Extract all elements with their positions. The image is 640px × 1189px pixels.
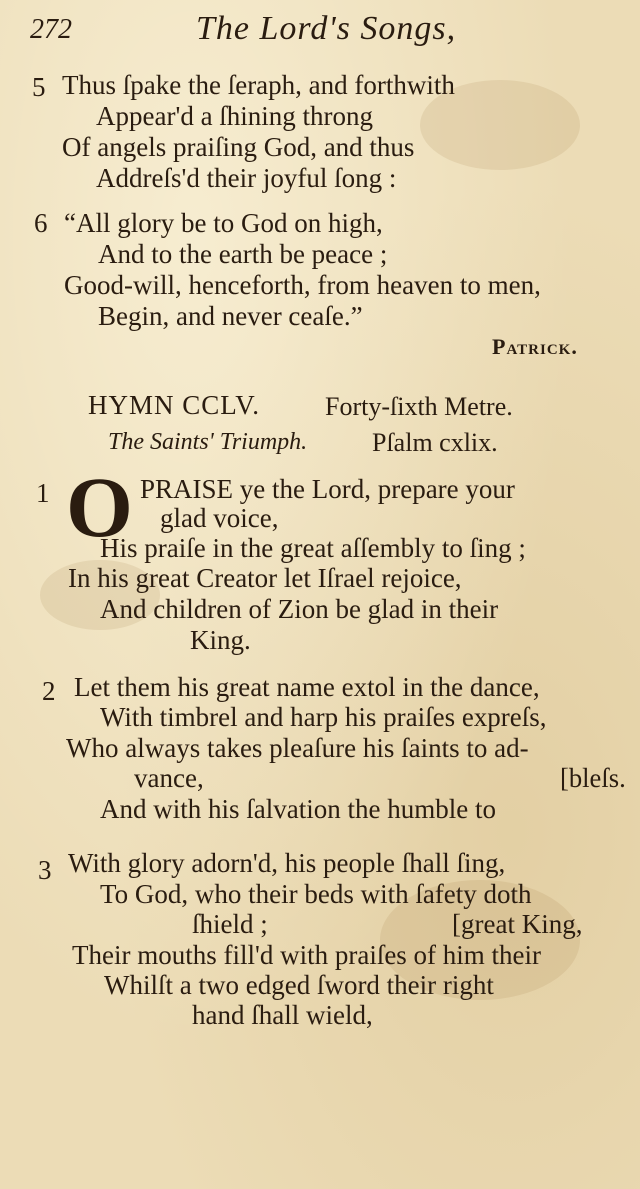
stanza-number: 1 [36,478,50,508]
stanza-number: 5 [32,72,46,102]
verse-line: And with his ſalvation the humble to [100,794,496,824]
verse-line: glad voice, [160,503,279,533]
verse-line: hand ſhall wield, [192,1000,373,1030]
hymn-metre: Forty-ſixth Metre. [325,392,513,421]
verse-line: [great King, [452,909,583,939]
verse-line: With timbrel and harp his praiſes expreſs, [100,702,547,732]
verse-line: Begin, and never ceaſe.” [98,301,363,331]
drop-cap: O [66,459,133,555]
verse-line: And children of Zion be glad in their [100,594,499,624]
verse-line: King. [190,625,251,655]
verse-line: With glory adorn'd, his people ſhall ſing, [68,848,506,878]
verse-line: [bleſs. [560,763,626,793]
verse-line: Good-will, henceforth, from heaven to men, [64,270,541,300]
verse-line: In his great Creator let Iſrael rejoice, [68,563,462,593]
verse-line: Let them his great name extol in the dance, [74,672,540,702]
running-title: The Lord's Songs, [196,10,457,47]
hymn-subtitle: The Saints' Triumph. [108,429,308,455]
verse-line: Addreſs'd their joyful ſong : [96,163,397,193]
hymn-title: HYMN CCLV. [88,390,261,420]
verse-line: His praiſe in the great aſſembly to ſing ; [100,533,526,563]
stanza-number: 2 [42,676,56,706]
stanza-number: 6 [34,208,48,238]
verse-line: Who always takes pleaſure his ſaints to ad- [66,733,529,763]
author-signature: Patrick. [492,334,578,359]
verse-line: Of angels praiſing God, and thus [62,132,415,162]
verse-line: PRAISE ye the Lord, prepare your [140,474,515,504]
verse-line: Whilſt a two edged ſword their right [104,970,494,1000]
verse-line: Appear'd a ſhining throng [96,101,374,131]
psalm-reference: Pſalm cxlix. [372,428,498,457]
verse-line: Their mouths fill'd with praiſes of him their [72,940,542,970]
verse-line: And to the earth be peace ; [98,239,388,269]
verse-line: ſhield ; [192,909,268,939]
verse-line: vance, [134,763,204,793]
stanza-number: 3 [38,855,52,885]
verse-line: Thus ſpake the ſeraph, and forthwith [62,70,455,100]
verse-line: “All glory be to God on high, [64,208,383,238]
page-number: 272 [30,14,72,45]
verse-line: To God, who their beds with ſafety doth [100,879,532,909]
